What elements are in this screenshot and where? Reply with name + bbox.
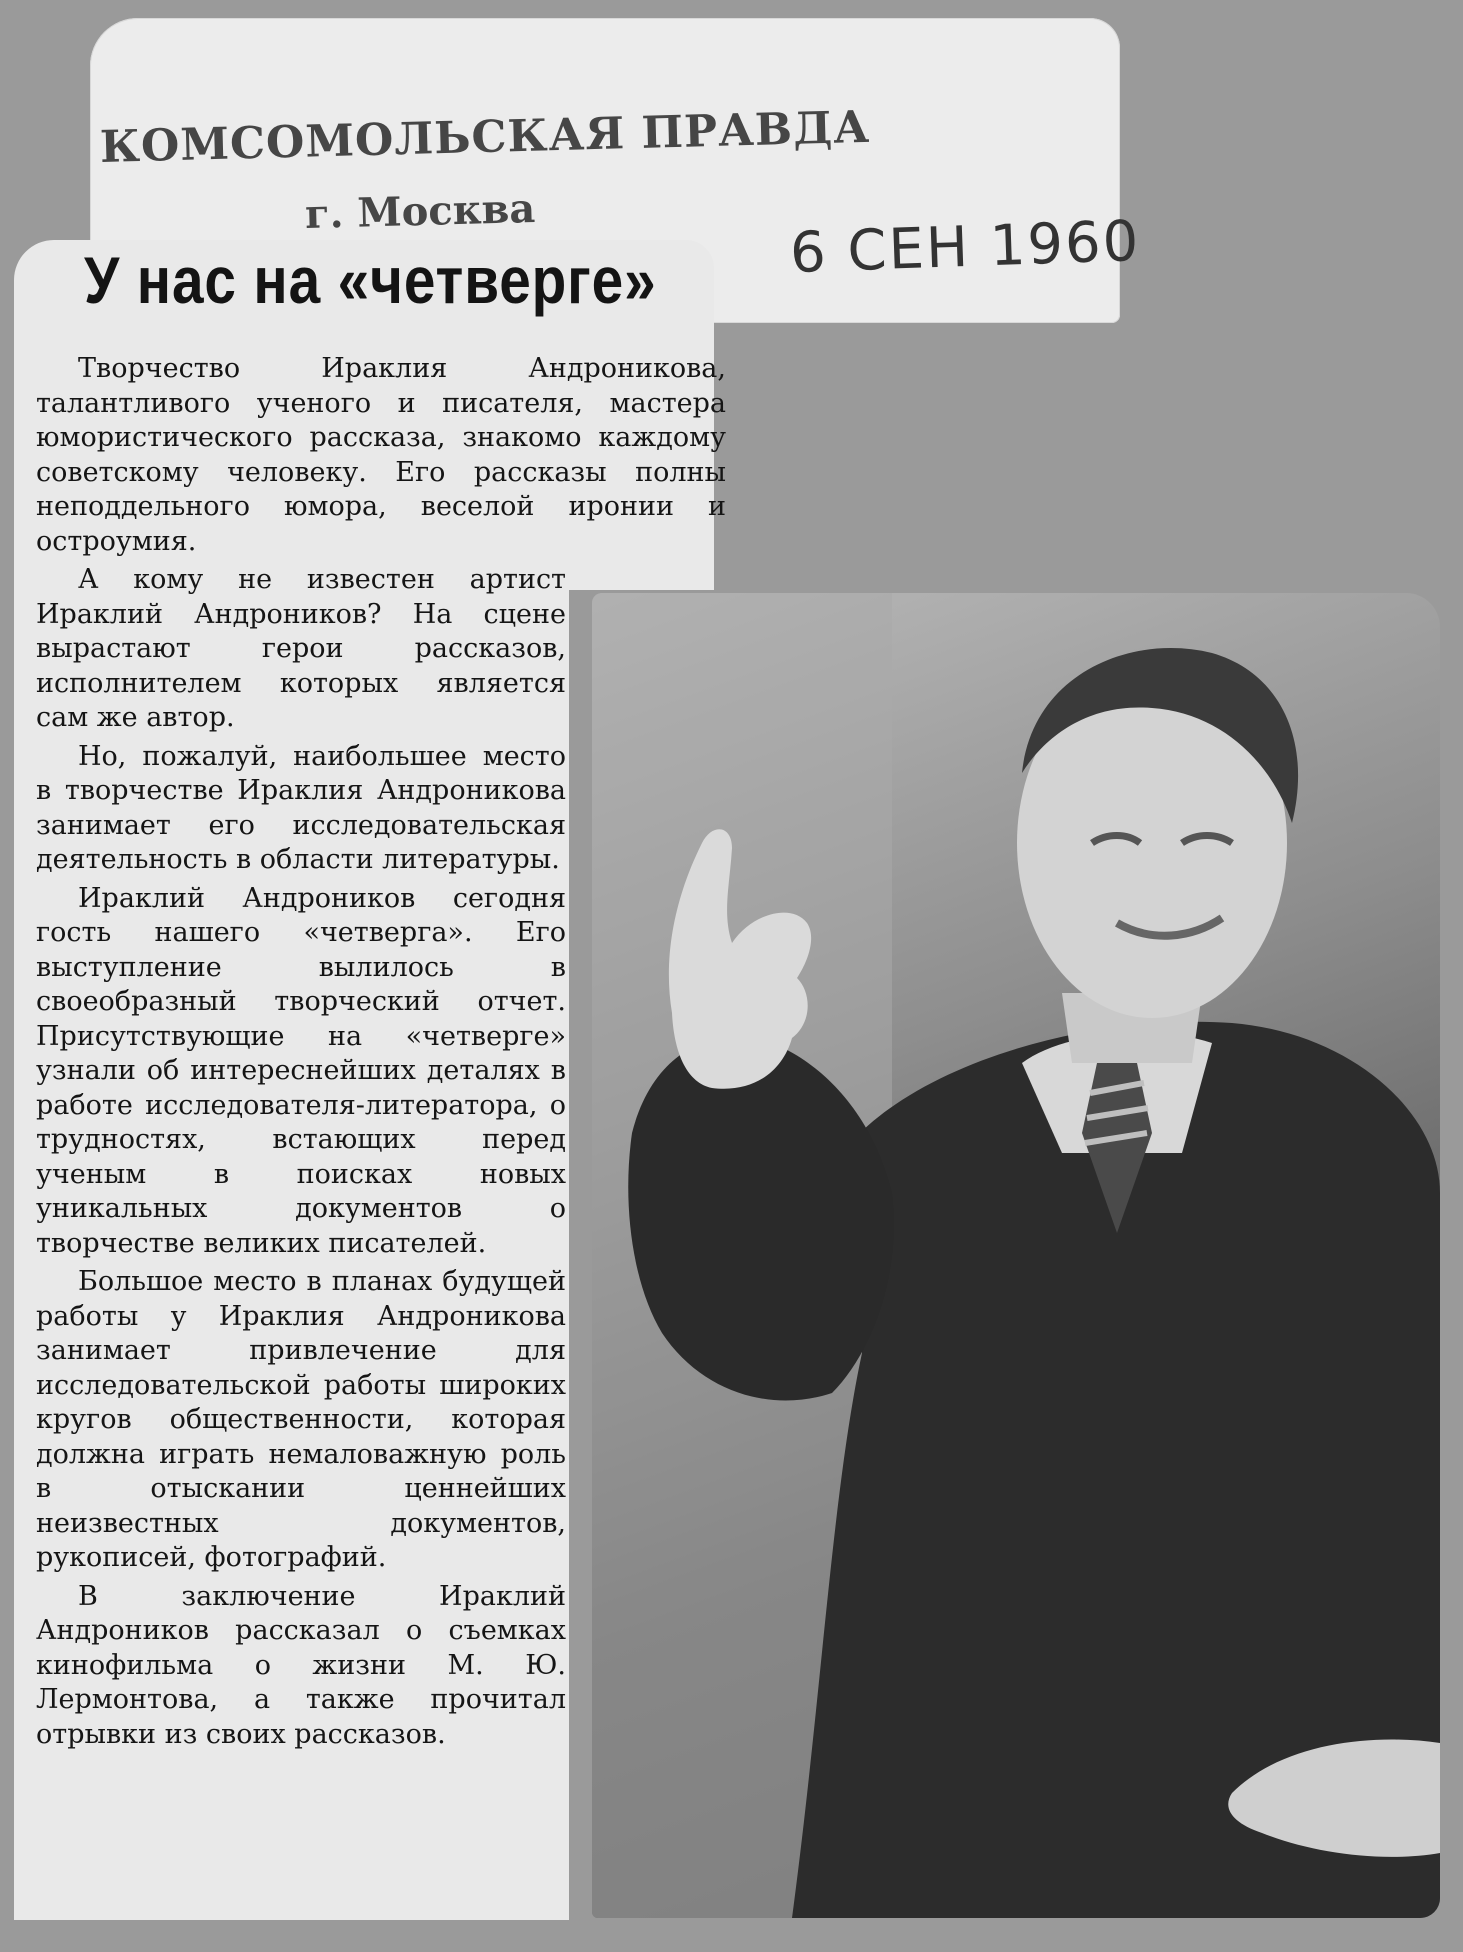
article-paragraph: Но, пожалуй, наибольшее место в творчестве Ираклия Андроникова занимает его исследовательская деятельность в области литературы.	[36, 740, 566, 875]
article-paragraph: В заключение Ираклий Андроников рассказал о съемках кинофильма о жизни М. Ю. Лермонтова, а также прочитал отрывки из своих рассказов.	[36, 1580, 566, 1750]
article-paragraph: Творчество Ираклия Андроникова, талантливого ученого и писателя, мастера юмористического рассказа, знакомо каждому советскому человеку. Его рассказы полны неподдельного юмора, веселой иронии и остроумия.	[36, 353, 726, 557]
article-paragraph: Большое место в планах будущей работы у Ираклия Андроникова занимает привлечение для исследовательской работы широких кругов общественности, которая должна играть немаловажную роль в отыскании ценнейших неизвестных документов, рукописей, фотографий.	[36, 1266, 566, 1573]
date-stamp: 6 СЕН 1960	[788, 208, 1142, 287]
article-headline: У нас на «четверге»	[84, 243, 657, 317]
article-paragraph: А кому не известен артист Ираклий Андроников? На сцене вырастают герои рассказов, исполнителем которых является сам же автор.	[36, 564, 566, 733]
article-paragraph: Ираклий Андроников сегодня гость нашего «четверга». Его выступление вылилось в своеобразный творческий отчет. Присутствующие на «четверге» узнали об интереснейших деталях в работе исследователя-литератора, о трудностях, встающих перед ученым в поисках новых уникальных документов о творчестве великих писателей.	[36, 882, 566, 1259]
city-stamp: г. Москва	[304, 184, 536, 239]
speaker-photo	[592, 593, 1440, 1918]
newspaper-name-stamp: КОМСОМОЛЬСКАЯ ПРАВДА	[99, 101, 871, 173]
